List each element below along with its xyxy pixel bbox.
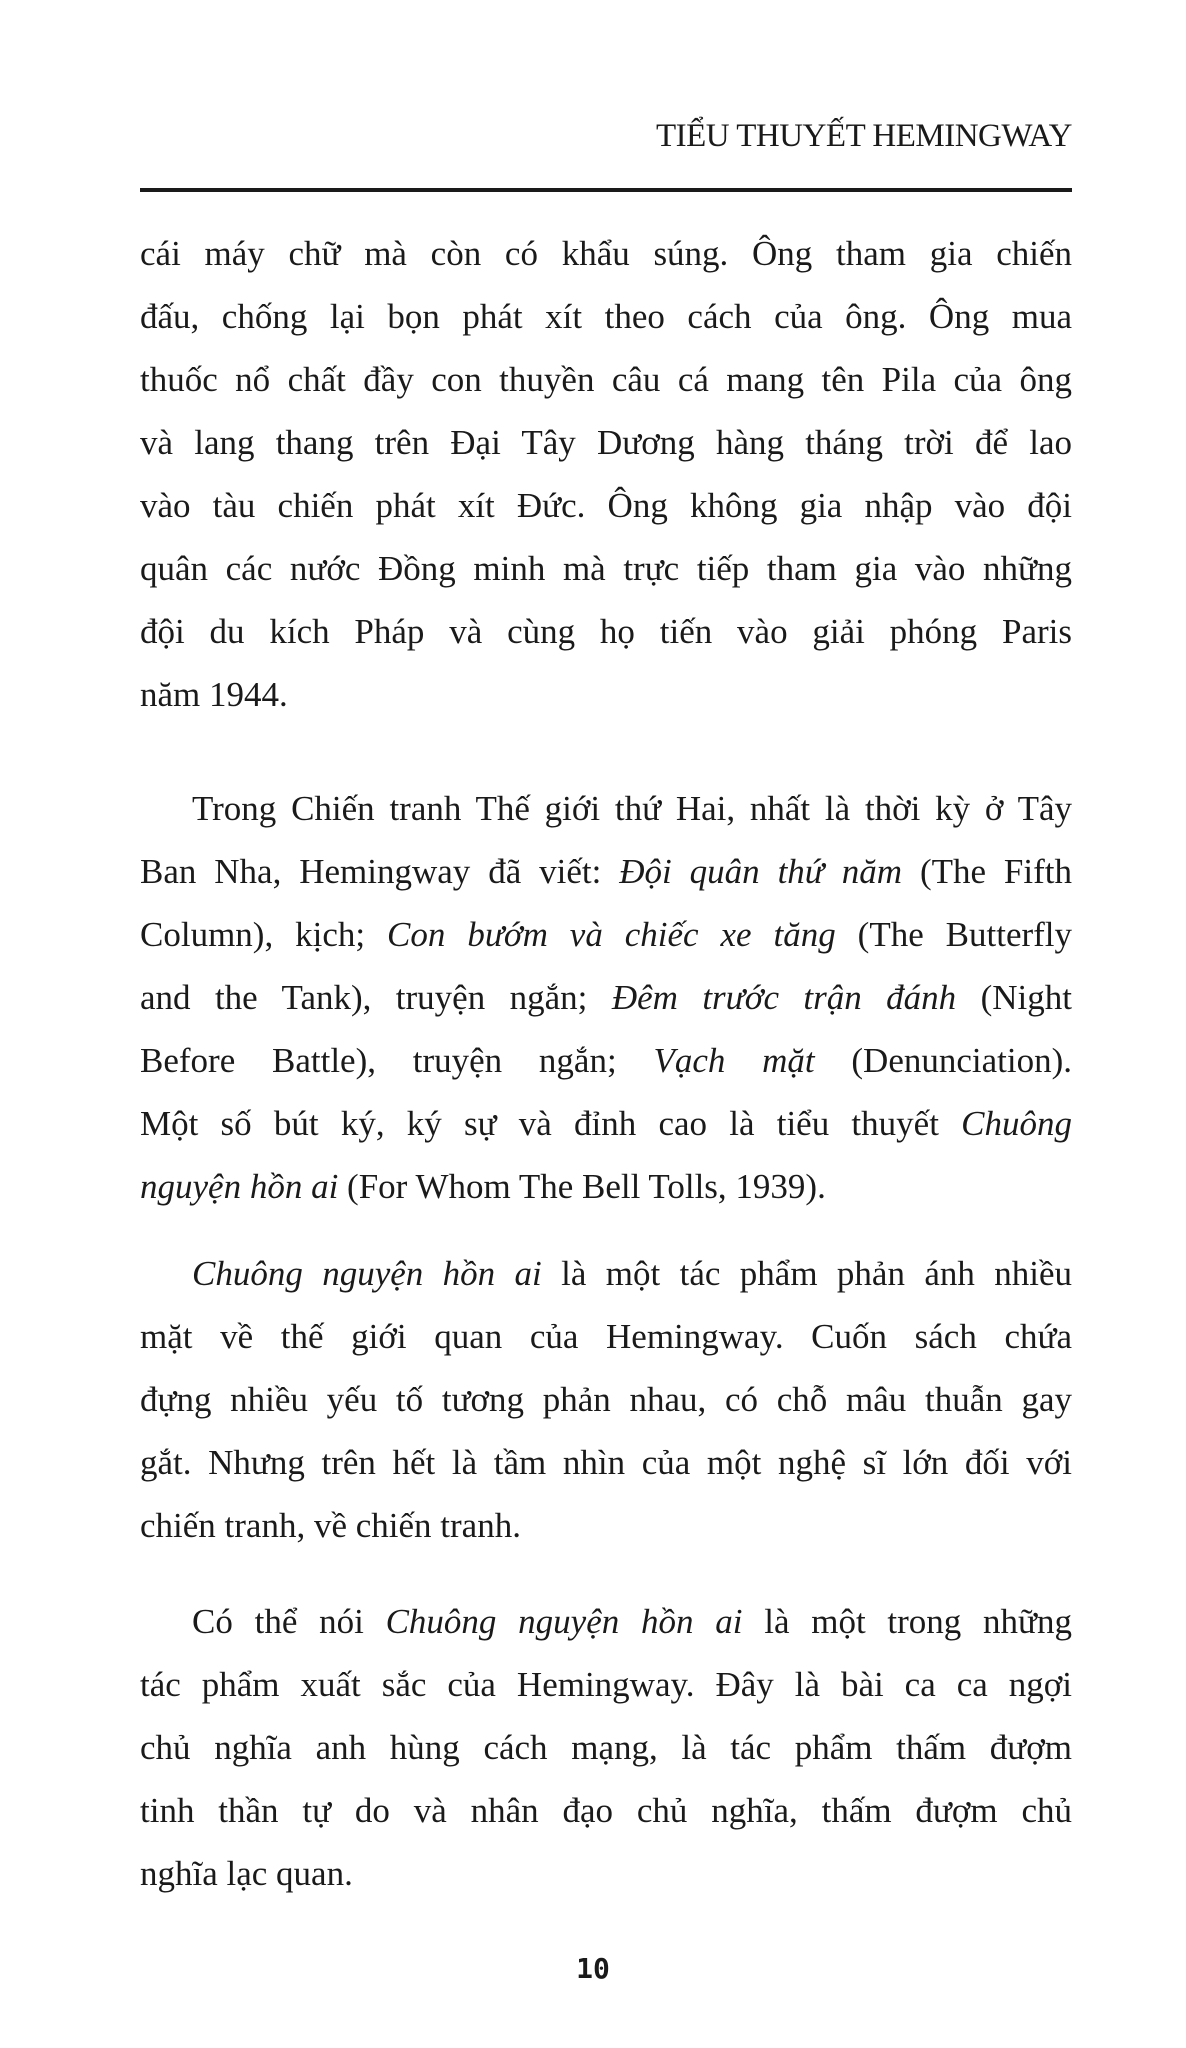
text-line xyxy=(140,537,1072,600)
italic-title-text: Chuông nguyện hồn ai xyxy=(192,1254,542,1293)
text-line xyxy=(140,1716,1072,1779)
text-line xyxy=(140,966,1072,1029)
text-segment: tinh thần tự do và nhân đạo chủ nghĩa, thấm đượm chủ xyxy=(140,1791,1072,1830)
text-line xyxy=(140,840,1072,903)
italic-title-text: Con bướm và chiếc xe tăng xyxy=(387,915,836,954)
text-segment: và lang thang trên Đại Tây Dương hàng tháng trời để lao xyxy=(140,423,1072,462)
text-line xyxy=(140,1155,1072,1218)
text-segment: Một số bút ký, ký sự và đỉnh cao là tiểu thuyết xyxy=(140,1104,962,1143)
text-line xyxy=(140,1590,1072,1653)
text-segment: (The Fifth xyxy=(902,852,1073,891)
text-segment: (Night xyxy=(956,978,1072,1017)
text-segment: quân các nước Đồng minh mà trực tiếp tham gia vào những xyxy=(140,549,1072,588)
text-line xyxy=(140,1431,1072,1494)
text-segment: đựng nhiều yếu tố tương phản nhau, có chỗ mâu thuẫn gay xyxy=(140,1380,1072,1419)
text-segment: Ban Nha, Hemingway đã viết: xyxy=(140,852,620,891)
paragraph xyxy=(140,777,1072,1218)
italic-title-text: Đêm trước trận đánh xyxy=(611,978,957,1017)
text-line xyxy=(140,600,1072,663)
text-segment: chiến tranh, về chiến tranh. xyxy=(140,1506,521,1545)
text-segment: Before Battle), truyện ngắn; xyxy=(140,1041,654,1080)
text-line xyxy=(140,1842,1072,1905)
text-line xyxy=(140,222,1072,285)
text-line xyxy=(140,663,1072,726)
text-segment: Column), kịch; xyxy=(140,915,388,954)
text-segment: Trong Chiến tranh Thế giới thứ Hai, nhất là thời kỳ ở Tây xyxy=(192,789,1072,828)
text-line xyxy=(140,285,1072,348)
running-header-title: TIỂU THUYẾT HEMINGWAY xyxy=(655,118,1072,154)
paragraph xyxy=(140,222,1072,726)
text-line xyxy=(140,1779,1072,1842)
text-line xyxy=(140,777,1072,840)
text-segment: and the Tank), truyện ngắn; xyxy=(140,978,612,1017)
text-segment: chủ nghĩa anh hùng cách mạng, là tác phẩm thấm đượm xyxy=(140,1728,1072,1767)
text-line xyxy=(140,411,1072,474)
text-segment: đấu, chống lại bọn phát xít theo cách của ông. Ông mua xyxy=(140,297,1072,336)
text-segment: vào tàu chiến phát xít Đức. Ông không gia nhập vào đội xyxy=(140,486,1072,525)
text-segment: (The Butterfly xyxy=(835,915,1073,954)
italic-title-text: nguyện hồn ai xyxy=(140,1167,339,1206)
italic-title-text: Chuông nguyện hồn ai xyxy=(385,1602,743,1641)
text-segment: năm 1944. xyxy=(140,675,288,714)
text-segment: tác phẩm xuất sắc của Hemingway. Đây là bài ca ca ngợi xyxy=(140,1665,1072,1704)
text-segment: đội du kích Pháp và cùng họ tiến vào giải phóng Paris xyxy=(140,612,1072,651)
text-segment: (For Whom The Bell Tolls, 1939). xyxy=(338,1167,826,1206)
text-line xyxy=(140,1092,1072,1155)
text-segment: gắt. Nhưng trên hết là tầm nhìn của một nghệ sĩ lớn đối với xyxy=(140,1443,1072,1482)
page-number: 10 xyxy=(576,1952,610,1985)
text-segment: là một trong những xyxy=(742,1602,1073,1641)
header-rule xyxy=(140,188,1072,192)
text-line xyxy=(140,1494,1072,1557)
text-line xyxy=(140,1653,1072,1716)
italic-title-text: Chuông xyxy=(961,1104,1072,1143)
text-line xyxy=(140,903,1072,966)
text-line xyxy=(140,1305,1072,1368)
text-line xyxy=(140,1029,1072,1092)
text-segment: mặt về thế giới quan của Hemingway. Cuốn sách chứa xyxy=(140,1317,1072,1356)
text-segment: cái máy chữ mà còn có khẩu súng. Ông tham gia chiến xyxy=(140,234,1072,273)
text-segment: nghĩa lạc quan. xyxy=(140,1854,353,1893)
text-segment: (Denunciation). xyxy=(814,1041,1072,1080)
italic-title-text: Vạch mặt xyxy=(653,1041,815,1080)
italic-title-text: Đội quân thứ năm xyxy=(619,852,903,891)
text-line xyxy=(140,1368,1072,1431)
paragraph xyxy=(140,1242,1072,1557)
paragraph xyxy=(140,1590,1072,1905)
text-line xyxy=(140,348,1072,411)
text-segment: thuốc nổ chất đầy con thuyền câu cá mang tên Pila của ông xyxy=(140,360,1072,399)
text-line xyxy=(140,474,1072,537)
text-segment: là một tác phẩm phản ánh nhiều xyxy=(541,1254,1073,1293)
text-line xyxy=(140,1242,1072,1305)
text-segment: Có thể nói xyxy=(192,1602,386,1641)
